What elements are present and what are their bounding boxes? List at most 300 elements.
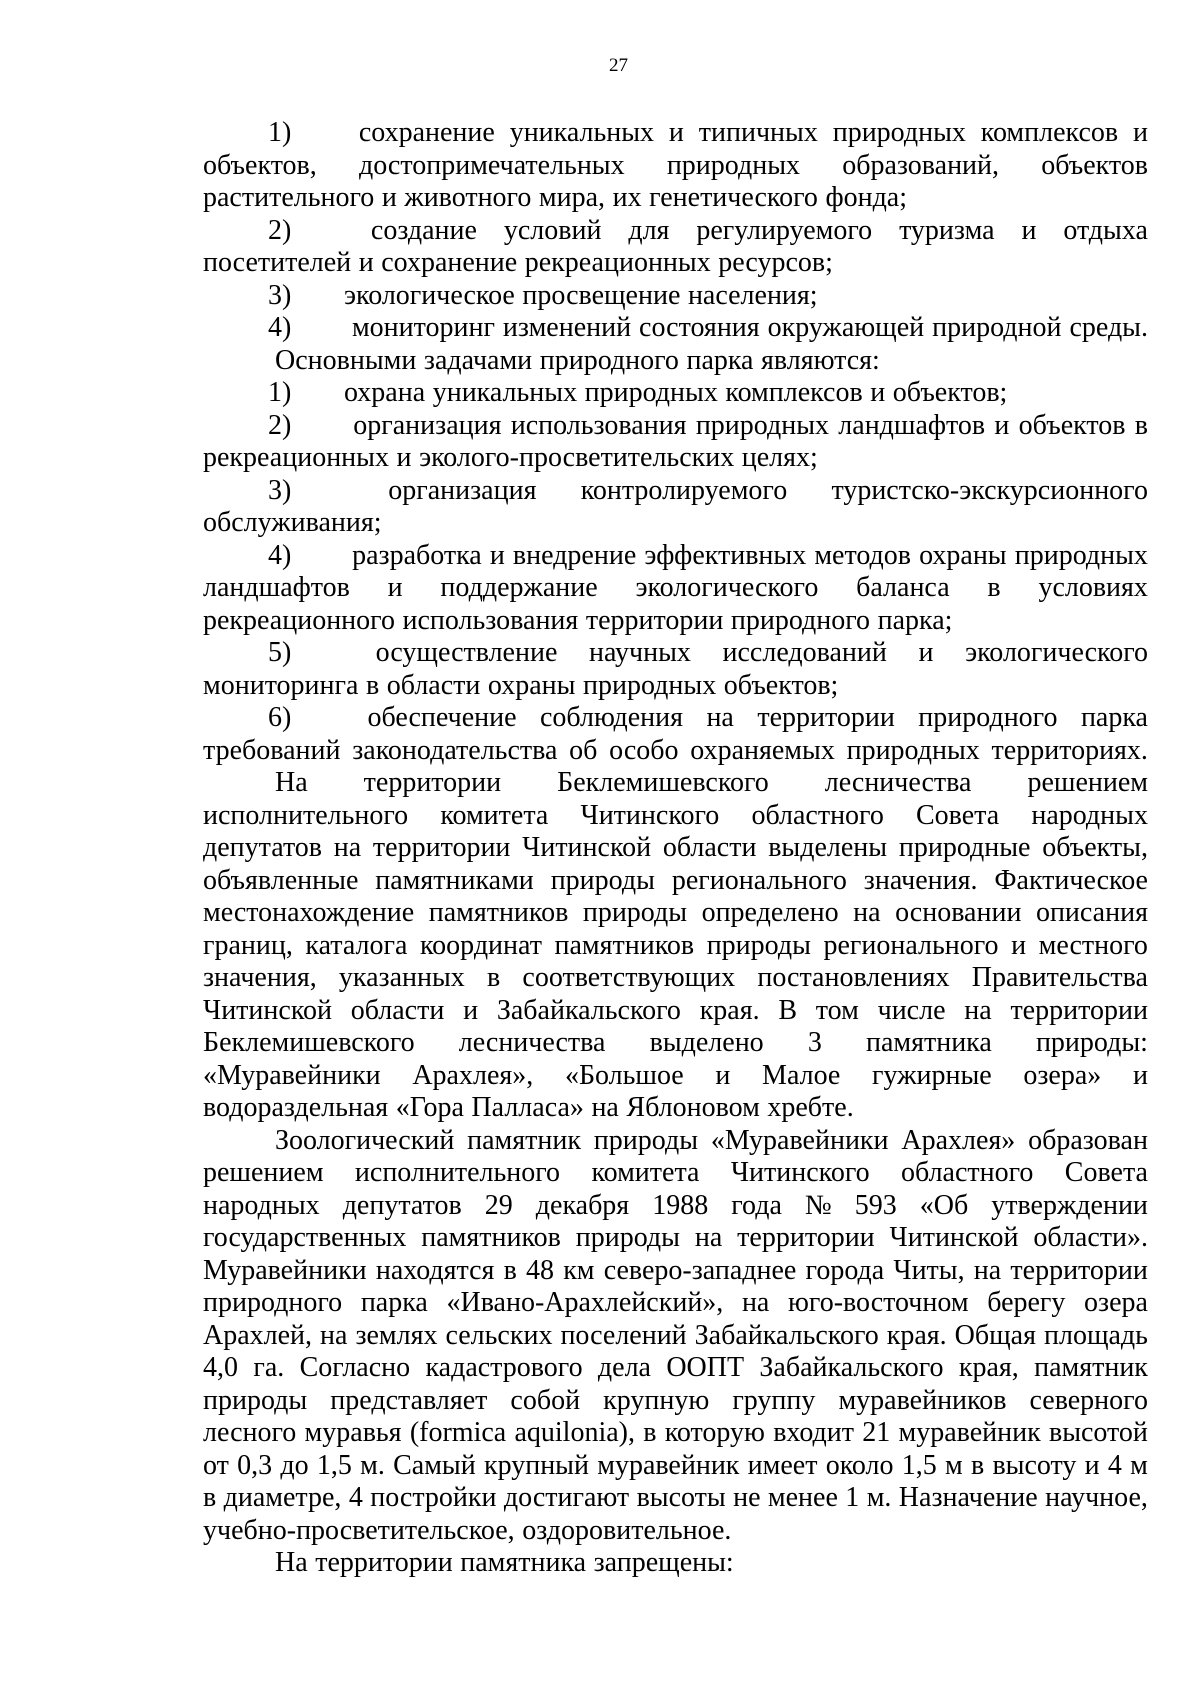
word: в — [486, 962, 501, 993]
text-line — [203, 1417, 1148, 1450]
word: охраняемых — [690, 734, 835, 766]
word: и — [715, 1059, 731, 1091]
document-body — [203, 117, 1148, 1580]
word: водораздельная — [203, 1092, 389, 1123]
word: экологического — [635, 572, 819, 603]
word: объектов — [1041, 149, 1148, 181]
word: края, — [958, 1352, 1019, 1383]
word: в — [987, 572, 1001, 603]
word: Забайкальского — [759, 1352, 944, 1383]
word: памятников — [554, 929, 695, 961]
word: ландшафтов — [838, 409, 986, 441]
word: запрещены: — [593, 1547, 734, 1578]
word: областного — [901, 1157, 1034, 1188]
word: методов — [814, 539, 911, 571]
word: выделено — [649, 1027, 764, 1058]
word: сохранение — [358, 117, 495, 148]
word: и — [994, 409, 1010, 441]
word: природы — [706, 929, 811, 961]
word: использования — [510, 409, 687, 441]
word: природные — [898, 832, 1031, 863]
word: эффективных — [644, 539, 807, 571]
word: менее — [767, 1482, 838, 1513]
word: в — [503, 1254, 517, 1286]
word: территории — [1010, 994, 1148, 1026]
text-line — [203, 800, 1148, 833]
word: населения; — [687, 279, 818, 311]
text-line — [203, 1320, 1148, 1353]
word: научное, — [1045, 1482, 1148, 1513]
word: края. — [699, 994, 760, 1026]
word: мониторинг — [351, 312, 495, 343]
word: их — [612, 182, 642, 213]
word: Основными — [275, 344, 417, 376]
word: рекреационного — [203, 604, 395, 636]
text-line — [203, 995, 1148, 1028]
word: № — [804, 1189, 832, 1221]
word: территории — [372, 832, 511, 863]
word: Читинского — [730, 1157, 870, 1188]
word: и — [1132, 117, 1148, 148]
word: площадь — [1043, 1319, 1148, 1351]
word: памятника — [460, 1547, 587, 1578]
word: и — [1011, 929, 1027, 961]
word: природной — [932, 312, 1062, 343]
word: на — [333, 832, 362, 863]
word: 4 — [348, 1482, 363, 1513]
word: животного — [404, 182, 532, 213]
word: решением — [203, 1157, 324, 1188]
word: Совета — [1064, 1157, 1148, 1188]
text-line — [203, 1450, 1148, 1483]
word: природы — [203, 1384, 308, 1416]
word: Беклемишевского — [203, 1027, 415, 1058]
word: осуществление — [375, 637, 558, 668]
word: природных — [584, 377, 718, 408]
word: «Об — [919, 1189, 969, 1221]
word: Назначение — [898, 1482, 1038, 1513]
text-line — [203, 1482, 1148, 1515]
word: Муравейники — [203, 1254, 367, 1286]
word: не — [733, 1482, 761, 1513]
word: берегу — [987, 1287, 1066, 1318]
text-line — [203, 637, 1148, 670]
word: парка; — [877, 604, 953, 636]
word: и — [381, 182, 397, 213]
text-line — [203, 312, 1148, 345]
word: Совета — [916, 799, 1000, 831]
word: типичных — [698, 117, 818, 148]
word: генетического — [649, 182, 818, 213]
word: имеет — [747, 1449, 818, 1481]
word: лесничества — [824, 767, 972, 798]
word: основании — [895, 897, 1022, 928]
word: от — [203, 1449, 229, 1481]
word: парка — [1080, 702, 1148, 733]
word: среды. — [1069, 312, 1148, 343]
item-number: 1) — [268, 117, 292, 148]
word: сельских — [445, 1319, 553, 1351]
word: диаметре, — [223, 1482, 342, 1513]
word: высоты — [636, 1482, 726, 1513]
word: на — [741, 1287, 770, 1318]
word: землях — [355, 1319, 438, 1351]
word: природного — [539, 344, 679, 376]
word: высотой — [1048, 1417, 1148, 1448]
word: области — [350, 994, 445, 1026]
word: целях; — [741, 442, 818, 473]
word: кадастрового — [425, 1352, 583, 1383]
word: описания — [1035, 897, 1148, 928]
word: муравейник — [597, 1449, 740, 1481]
word: северо-западнее — [603, 1254, 797, 1286]
word: соответствующих — [522, 962, 736, 993]
word: регионального — [671, 864, 847, 896]
word: природных — [832, 117, 966, 148]
word: парка — [686, 344, 754, 376]
text-line — [203, 377, 1148, 410]
word: га. — [253, 1352, 285, 1383]
word: мониторинга — [203, 669, 359, 701]
text-line — [203, 572, 1148, 605]
word: около — [825, 1449, 894, 1481]
word: объектов, — [203, 149, 317, 181]
word: природных — [583, 669, 717, 701]
word: Самый — [393, 1449, 476, 1481]
word: комитета — [591, 1157, 700, 1188]
word: муравья — [304, 1417, 402, 1448]
text-line — [203, 1255, 1148, 1288]
word: крупную — [603, 1384, 710, 1416]
word: каталога — [305, 929, 408, 961]
text-line — [203, 410, 1148, 443]
text-line — [203, 475, 1148, 508]
text-line — [203, 1547, 1148, 1580]
word: области — [386, 669, 481, 701]
word: решением — [1027, 767, 1148, 798]
word: «Муравейники — [710, 1124, 889, 1156]
word: для — [628, 214, 670, 246]
text-line — [203, 1092, 1148, 1125]
word: охраны — [919, 539, 1007, 571]
text-line — [203, 215, 1148, 248]
item-number: 4) — [268, 539, 292, 571]
word: том — [815, 994, 859, 1026]
word: значения, — [203, 962, 317, 993]
word: озера — [1084, 1287, 1148, 1318]
word: местного — [1038, 929, 1148, 961]
word: области». — [1033, 1222, 1148, 1253]
word: оздоровительное. — [522, 1514, 732, 1546]
word: находятся — [375, 1254, 495, 1286]
word: определено — [701, 897, 839, 928]
word: Правительства — [971, 962, 1148, 993]
text-line — [203, 540, 1148, 573]
word: на — [591, 1092, 619, 1123]
word: природных — [846, 734, 980, 766]
word: туристско-экскурсионного — [831, 474, 1148, 506]
word: депутатов — [203, 832, 323, 863]
word: и — [387, 572, 403, 603]
word: до — [280, 1449, 309, 1481]
word: «Гора — [395, 1092, 464, 1123]
word: сохранение — [381, 247, 518, 278]
word: экологическое — [344, 279, 515, 311]
word: памятников — [421, 1222, 561, 1253]
text-line — [203, 247, 1148, 280]
word: государственных — [203, 1222, 407, 1253]
word: и — [1084, 1449, 1100, 1481]
word: 21 — [862, 1417, 891, 1448]
text-line — [203, 1515, 1148, 1548]
item-number: 1) — [268, 377, 292, 408]
word: 1,5 — [316, 1449, 352, 1481]
word: Забайкальского — [496, 994, 681, 1026]
word: рекреационных — [203, 442, 389, 473]
word: и — [463, 994, 479, 1026]
word: природных — [666, 149, 801, 181]
text-line — [203, 832, 1148, 865]
item-number: 3) — [268, 279, 292, 311]
word: года — [731, 1189, 782, 1221]
word: «Муравейники — [203, 1059, 381, 1091]
text-line — [203, 930, 1148, 963]
text-line — [203, 962, 1148, 995]
word: представляет — [330, 1384, 488, 1416]
word: лесничества — [458, 1027, 606, 1058]
word: обслуживания; — [203, 507, 382, 538]
word: и — [1021, 214, 1037, 246]
item-number: 6) — [268, 702, 292, 733]
word: природы — [593, 1124, 699, 1156]
word: Арахлей, — [203, 1319, 313, 1351]
text-line — [203, 735, 1148, 768]
word: особо — [609, 734, 679, 766]
text-line — [203, 1287, 1148, 1320]
word: комплексов — [725, 377, 863, 408]
text-line — [203, 1125, 1148, 1158]
word: Согласно — [299, 1352, 411, 1383]
word: охрана — [344, 377, 426, 408]
word: области — [662, 832, 757, 863]
word: народных — [203, 1189, 320, 1221]
text-line — [203, 442, 1148, 475]
text-line — [203, 605, 1148, 638]
word: Арахлея», — [412, 1059, 534, 1091]
word: народных — [1031, 799, 1148, 831]
text-line — [203, 1060, 1148, 1093]
word: исследований — [722, 637, 887, 668]
word: обеспечение — [367, 702, 517, 733]
text-line — [203, 150, 1148, 183]
word: парка — [360, 1287, 428, 1318]
word: ресурсов; — [718, 247, 833, 278]
text-line — [203, 182, 1148, 215]
word: объектов; — [723, 669, 839, 701]
word: природного — [730, 604, 871, 636]
word: уникальных — [509, 117, 655, 148]
item-number: 4) — [268, 312, 292, 343]
word: в — [1134, 409, 1148, 441]
word: выделены — [768, 832, 888, 863]
word: на — [973, 1254, 1002, 1286]
word: в — [643, 1417, 657, 1448]
word: На — [275, 767, 308, 798]
word: 1988 — [652, 1189, 709, 1221]
word: 3 — [807, 1027, 822, 1058]
word: входит — [773, 1417, 855, 1448]
word: условиях — [1038, 572, 1148, 603]
word: м. — [866, 1482, 892, 1513]
word: м. — [360, 1449, 385, 1481]
word: памятников — [428, 897, 569, 928]
word: природы — [575, 1222, 680, 1253]
word: природного — [918, 702, 1058, 733]
word: группу — [732, 1384, 816, 1416]
text-line — [203, 1222, 1148, 1255]
word: aquilonia), — [514, 1417, 635, 1448]
word: экологического — [965, 637, 1148, 668]
word: объекты, — [1042, 832, 1148, 863]
word: охраны — [487, 669, 576, 701]
word: Читинской — [522, 832, 652, 863]
word: поддержание — [440, 572, 598, 603]
word: территории — [737, 1222, 875, 1253]
word: км — [563, 1254, 595, 1286]
word: и — [396, 442, 412, 473]
word: природы — [550, 864, 655, 896]
word: Яблоновом — [626, 1092, 760, 1123]
text-line — [203, 865, 1148, 898]
word: объектов; — [892, 377, 1008, 408]
word: границ, — [203, 929, 293, 961]
word: и — [358, 247, 374, 278]
word: состояния — [639, 312, 760, 343]
word: и — [918, 637, 934, 668]
word: В — [778, 994, 798, 1026]
word: собой — [510, 1384, 581, 1416]
word: 4,0 — [203, 1352, 238, 1383]
word: памятниками — [375, 864, 534, 896]
word: требований — [203, 734, 341, 766]
word: На — [275, 1547, 308, 1578]
word: муравейник — [898, 1417, 1041, 1448]
word: которую — [664, 1417, 765, 1448]
word: Общая — [954, 1319, 1036, 1351]
word: Забайкальского — [694, 1319, 879, 1351]
word: дела — [597, 1352, 651, 1383]
word: и — [668, 117, 684, 148]
word: Палласа» — [471, 1092, 584, 1123]
word: фонда; — [825, 182, 908, 213]
word: отдыха — [1063, 214, 1148, 246]
word: соблюдения — [540, 702, 683, 733]
word: использования — [402, 604, 579, 636]
word: и — [1132, 1059, 1148, 1091]
text-line — [203, 1190, 1148, 1223]
word: на — [964, 994, 992, 1026]
word: Читинского — [580, 799, 720, 831]
word: ландшафтов — [203, 572, 350, 603]
item-number: 2) — [268, 409, 292, 441]
word: м — [945, 1449, 963, 1481]
word: и — [870, 377, 886, 408]
word: края. — [886, 1319, 947, 1351]
word: территории — [1010, 1254, 1148, 1286]
word: гужирные — [872, 1059, 992, 1091]
word: территории — [315, 1547, 453, 1578]
text-line — [203, 117, 1148, 150]
word: территориях. — [991, 734, 1148, 766]
word: территории — [585, 604, 724, 636]
word: города — [805, 1254, 885, 1286]
word: окружающей — [767, 312, 925, 343]
text-line — [203, 280, 1148, 313]
word: на — [320, 1319, 348, 1351]
word: хребте. — [767, 1092, 854, 1123]
word: об — [569, 734, 598, 766]
word: местонахождение — [203, 897, 415, 928]
word: «Ивано-Арахлейский», — [446, 1287, 724, 1318]
word: рекреационных — [524, 247, 711, 278]
word: Читинской — [889, 1222, 1019, 1253]
word: комплексов — [980, 117, 1119, 148]
word: постановлениях — [757, 962, 950, 993]
word: туризма — [899, 214, 995, 246]
text-line — [203, 1157, 1148, 1190]
word: природных — [695, 409, 830, 441]
word: Читы, — [893, 1254, 965, 1286]
word: на — [706, 702, 734, 733]
word: Беклемишевского — [557, 767, 769, 798]
word: поселений — [560, 1319, 687, 1351]
word: объектов — [1018, 409, 1126, 441]
word: декабря — [535, 1189, 630, 1221]
word: учебно-просветительское, — [203, 1514, 515, 1546]
word: Фактическое — [994, 864, 1148, 896]
word: достигают — [503, 1482, 630, 1513]
word: организация — [388, 474, 537, 506]
word: законодательства — [352, 734, 558, 766]
word: утверждении — [991, 1189, 1148, 1221]
word: разработка — [352, 539, 482, 571]
word: объявленные — [203, 864, 359, 896]
word: природных — [1014, 539, 1148, 571]
word: Арахлея» — [901, 1124, 1016, 1156]
word: Малое — [762, 1059, 841, 1091]
word: значения. — [863, 864, 978, 896]
word: природного — [203, 1287, 343, 1318]
word: условий — [503, 214, 602, 246]
word: исполнительного — [203, 799, 409, 831]
word: территории — [363, 767, 502, 798]
word: северного — [1029, 1384, 1148, 1416]
word: 593 — [854, 1189, 897, 1221]
text-line — [203, 670, 1148, 703]
item-number: 5) — [268, 637, 292, 668]
word: в — [365, 669, 380, 701]
word: контролируемого — [580, 474, 788, 506]
item-number: 2) — [268, 214, 292, 246]
word: в — [970, 1449, 985, 1481]
word: природы — [582, 897, 688, 928]
text-line — [203, 1352, 1148, 1385]
word: создание — [370, 214, 477, 246]
word: «Большое — [564, 1059, 684, 1091]
word: регулируемого — [696, 214, 873, 246]
word: территории — [757, 702, 895, 733]
word: комитета — [440, 799, 549, 831]
